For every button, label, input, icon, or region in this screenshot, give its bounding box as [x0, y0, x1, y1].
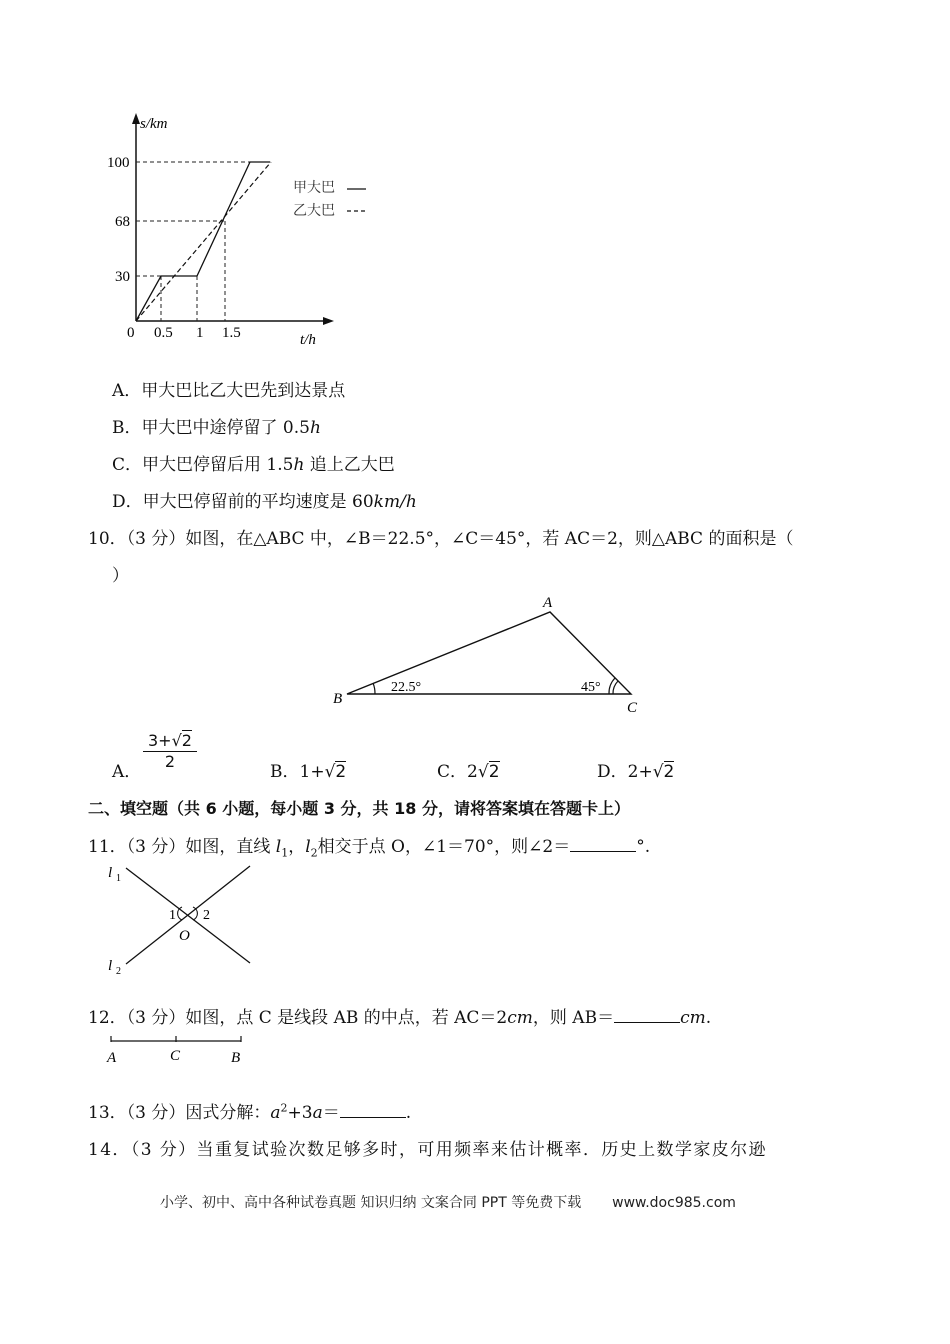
- q10-stem-line2: ）: [112, 566, 129, 586]
- q13-answer-blank[interactable]: [340, 1103, 406, 1118]
- q9-option-c-post: 追上乙大巴: [304, 455, 395, 475]
- q9-option-b-text: B．甲大巴中途停留了 0.5: [112, 418, 310, 438]
- sqrt-icon: √: [652, 762, 664, 782]
- q11-answer-blank[interactable]: [570, 837, 636, 852]
- vertex-c-label: C: [627, 700, 638, 716]
- q10-option-b: [270, 757, 346, 782]
- q12-unit2: cm: [680, 1008, 706, 1028]
- q11-l1-sub: 1: [281, 846, 289, 860]
- q9-option-c-text: C．甲大巴停留后用 1.5: [112, 455, 294, 475]
- q11-l2: l: [305, 837, 311, 857]
- y-axis-arrow: [132, 113, 140, 124]
- footer: [160, 1192, 736, 1212]
- q9-option-c: [112, 450, 395, 475]
- q12-mid: ，则 AB＝: [532, 1008, 615, 1028]
- q13-end: .: [405, 1103, 412, 1123]
- distance-time-graph: [100, 105, 390, 355]
- q11-pre: 11．（3 分）如图，直线: [88, 837, 276, 857]
- q12-stem: [88, 1003, 711, 1028]
- q10-option-c-pre: 2: [467, 762, 478, 782]
- series-yi-line: [136, 162, 271, 321]
- q11-stem: [88, 832, 650, 859]
- intersecting-lines-figure: [100, 860, 270, 980]
- q9-option-d-text: D．甲大巴停留前的平均速度是 60: [112, 492, 374, 512]
- point-o-label: O: [179, 928, 190, 944]
- footer-left: 小学、初中、高中各种试卷真题 知识归纳 文案合同 PPT 等免费下载: [160, 1195, 582, 1211]
- point-c-label: C: [170, 1048, 181, 1064]
- point-b-label: B: [231, 1050, 241, 1066]
- angle-2-arc: [193, 907, 197, 920]
- point-a-label: A: [107, 1050, 117, 1066]
- angle-2-label: 2: [203, 908, 210, 923]
- angle-1-arc: [178, 907, 182, 920]
- y-axis-label: s/km: [140, 116, 168, 132]
- q11-post: 相交于点 O，∠1＝70°，则∠2＝: [317, 837, 571, 857]
- q14-stem: 14．（3 分）当重复试验次数足够多时，可用频率来估计概率．历史上数学家皮尔逊: [88, 1140, 767, 1160]
- vertex-a-label: A: [543, 595, 553, 611]
- q10-option-a-fraction: [143, 731, 197, 771]
- sqrt-icon: √: [324, 762, 336, 782]
- legend-jia-label: 甲大巴: [293, 180, 335, 196]
- angle-c-arc: [613, 681, 618, 694]
- angle-b-label: 22.5°: [391, 680, 422, 695]
- q13-stem: [88, 1098, 411, 1123]
- x-axis-arrow: [323, 317, 334, 325]
- q11-l1: l: [275, 837, 282, 857]
- section-2-heading: 二、填空题（共 6 小题，每小题 3 分，共 18 分，请将答案填在答题卡上）: [88, 799, 630, 818]
- q13-pre: 13．（3 分）因式分解：: [88, 1103, 271, 1123]
- guide-lines: [136, 162, 268, 321]
- q9-option-a: [112, 376, 345, 401]
- q13-exp: 2: [280, 1101, 288, 1115]
- q13-a: a: [270, 1103, 281, 1123]
- q10-option-c: [437, 757, 500, 782]
- q10-option-d-label: D．: [597, 762, 628, 782]
- fig-l2-label: l: [108, 958, 113, 974]
- q13-a2: a: [312, 1103, 323, 1123]
- triangle-abc-figure: [325, 588, 645, 718]
- q12-answer-blank[interactable]: [614, 1008, 680, 1023]
- x-axis-label: t/h: [300, 332, 316, 348]
- y-tick-100: 100: [107, 155, 130, 171]
- segment-ab-figure: [104, 1030, 254, 1070]
- angle-b-arc: [373, 683, 375, 694]
- y-tick-68: 68: [115, 214, 130, 230]
- q12-unit1: cm: [507, 1008, 533, 1028]
- vertex-b-label: B: [333, 691, 343, 707]
- legend-yi-label: 乙大巴: [293, 203, 335, 219]
- q10-option-a-denominator: 2: [143, 751, 197, 771]
- series-jia-line: [136, 162, 270, 321]
- q11-sep: ，: [288, 837, 306, 857]
- q10-option-c-radicand: 2: [488, 762, 500, 782]
- q9-option-b: [112, 413, 321, 438]
- y-tick-30: 30: [115, 269, 130, 285]
- q13-plus: +3: [287, 1103, 313, 1123]
- sqrt-icon: √: [477, 762, 489, 782]
- q12-pre: 12．（3 分）如图，点 C 是线段 AB 的中点，若 AC＝2: [88, 1008, 508, 1028]
- q9-option-b-unit: h: [309, 418, 321, 438]
- q11-l2-sub: 2: [310, 846, 318, 860]
- q12-end: .: [705, 1008, 712, 1028]
- q9-option-c-unit: h: [293, 455, 305, 475]
- q10-option-b-pre: 1+: [299, 762, 325, 782]
- x-tick-0.5: 0.5: [154, 325, 173, 341]
- q10-option-a-label: A．: [112, 762, 142, 782]
- q13-eq: ＝: [322, 1103, 340, 1123]
- sqrt-icon: √: [171, 731, 182, 750]
- origin-label: 0: [127, 325, 135, 341]
- q10-stem-line1: 10．（3 分）如图，在△ABC 中，∠B＝22.5°，∠C＝45°，若 AC＝2，则△ABC 的面积是（: [88, 529, 794, 549]
- x-tick-1: 1: [196, 325, 204, 341]
- q11-end: °.: [636, 837, 651, 857]
- q10-option-d: [597, 757, 674, 782]
- q10-option-c-label: C．: [437, 762, 468, 782]
- q9-option-d: [112, 487, 417, 512]
- footer-link[interactable]: www.doc985.com: [612, 1195, 736, 1211]
- q10-option-d-pre: 2+: [627, 762, 653, 782]
- fig-l1-label: l: [108, 865, 113, 881]
- angle-c-label: 45°: [581, 680, 601, 695]
- q9-option-a-text: A．甲大巴比乙大巴先到达景点: [112, 381, 346, 401]
- fig-l2-sub: 2: [116, 966, 121, 977]
- fig-l1-sub: 1: [116, 873, 121, 884]
- q10-option-b-label: B．: [270, 762, 300, 782]
- q9-option-d-unit: km/h: [373, 492, 417, 512]
- q10-option-b-radicand: 2: [335, 762, 347, 782]
- angle-1-label: 1: [169, 908, 176, 923]
- x-tick-1.5: 1.5: [222, 325, 241, 341]
- q10-option-a-radicand: 2: [181, 731, 192, 750]
- q10-option-d-radicand: 2: [663, 762, 675, 782]
- q10-option-a-numerator: 3+: [148, 731, 172, 750]
